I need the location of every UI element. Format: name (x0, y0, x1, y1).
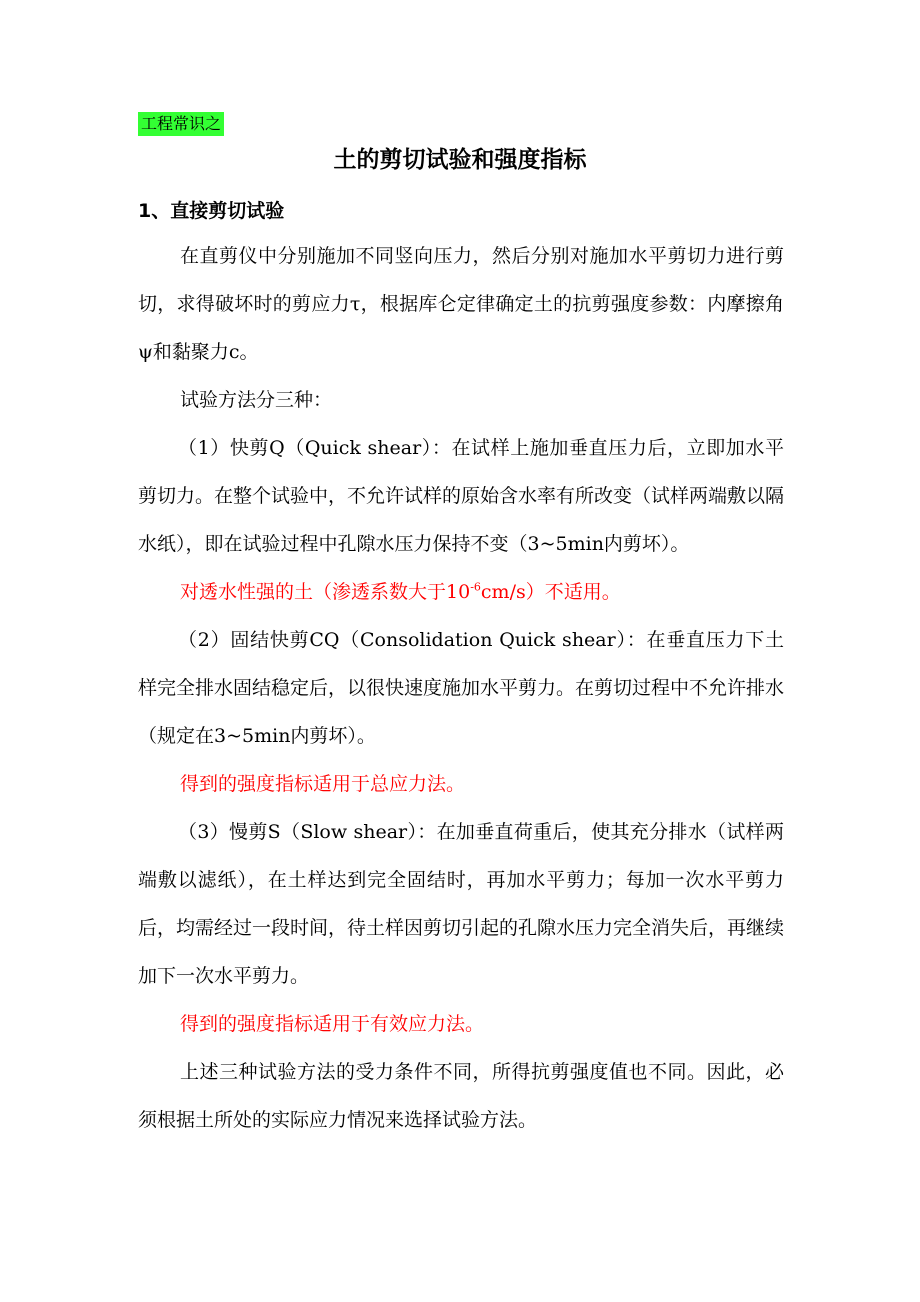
quick-note-text-after: cm/s）不适用。 (480, 581, 621, 603)
slow-shear-paragraph: （3）慢剪S（Slow shear）：在加垂直荷重后，使其充分排水（试样两端敷以滤纸），在土样达到完全固结时，再加水平剪力；每加一次水平剪力后，均需经过一段时间，待土样因剪切引起的孔隙水压力完全消失后，再继续加下一次水平剪力。 (138, 821, 785, 987)
quick-shear-note (138, 568, 784, 616)
methods-lead-paragraph: 试验方法分三种： (180, 389, 333, 411)
section-heading: 1、直接剪切试验 (138, 200, 285, 222)
quick-note-text-before: 对透水性强的土（渗透系数大于10 (180, 581, 471, 603)
conclusion-paragraph: 上述三种试验方法的受力条件不同，所得抗剪强度值也不同。因此，必须根据土所处的实际应力情况来选择试验方法。 (138, 1061, 784, 1131)
quick-shear-paragraph: （1）快剪Q（Quick shear）：在试样上施加垂直压力后，立即加水平剪切力。在整个试验中，不允许试样的原始含水率有所改变（试样两端敷以隔水纸），即在试验过程中孔隙水压力保持不变（3~5min内剪坏）。 (138, 437, 785, 555)
category-tag: 工程常识之 (138, 112, 224, 136)
slow-shear-note: 得到的强度指标适用于有效应力法。 (180, 1013, 485, 1035)
document-body (138, 232, 784, 1144)
quick-note-exponent: -6 (470, 580, 481, 594)
intro-paragraph: 在直剪仪中分别施加不同竖向压力，然后分别对施加水平剪切力进行剪切，求得破坏时的剪应力τ，根据库仑定律确定土的抗剪强度参数：内摩擦角ψ和黏聚力c。 (138, 245, 784, 363)
consolidation-quick-shear-note: 得到的强度指标适用于总应力法。 (180, 773, 466, 795)
consolidation-quick-shear-paragraph: （2）固结快剪CQ（Consolidation Quick shear）：在垂直压力下土样完全排水固结稳定后，以很快速度施加水平剪力。在剪切过程中不允许排水（规定在3~5min内剪坏）。 (138, 629, 785, 747)
document-title: 土的剪切试验和强度指标 (333, 147, 587, 173)
